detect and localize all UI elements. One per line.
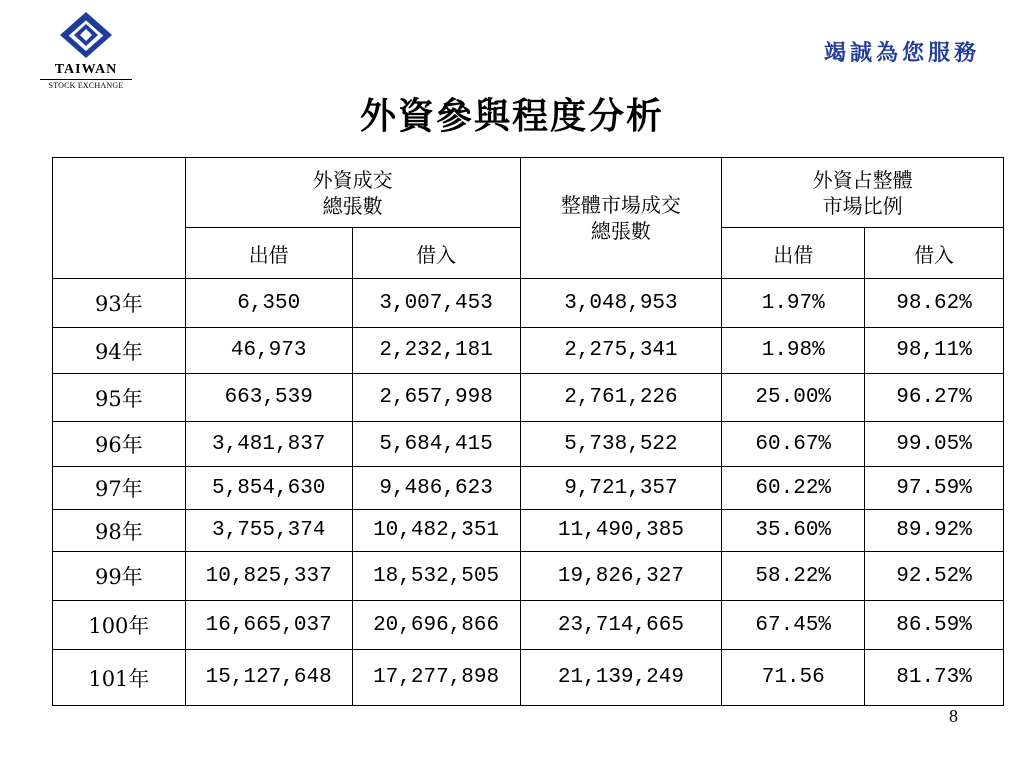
header-market-volume-line1: 整體市場成交 — [560, 193, 681, 217]
cell-market: 3,048,953 — [520, 279, 722, 328]
cell-borrow: 2,232,181 — [352, 328, 520, 374]
cell-borrow-pct: 81.73% — [865, 650, 1004, 706]
cell-lend-pct: 60.22% — [722, 467, 865, 510]
cell-lend-pct: 58.22% — [722, 552, 865, 601]
cell-lend: 3,481,837 — [185, 422, 352, 467]
cell-lend: 663,539 — [185, 374, 352, 422]
page-title: 外資參與程度分析 — [359, 95, 664, 137]
cell-market: 5,738,522 — [520, 422, 722, 467]
cell-borrow-pct: 92.52% — [865, 552, 1004, 601]
cell-borrow-pct: 86.59% — [865, 601, 1004, 650]
cell-borrow: 18,532,505 — [352, 552, 520, 601]
cell-year: 99年 — [53, 552, 186, 601]
cell-market: 23,714,665 — [520, 601, 722, 650]
cell-lend-pct: 35.60% — [722, 510, 865, 552]
cell-borrow: 5,684,415 — [352, 422, 520, 467]
table-row — [53, 552, 1004, 601]
table-row — [53, 601, 1004, 650]
cell-borrow: 2,657,998 — [352, 374, 520, 422]
table-row — [53, 422, 1004, 467]
cell-market: 2,761,226 — [520, 374, 722, 422]
table-row — [53, 650, 1004, 706]
cell-lend-pct: 25.00% — [722, 374, 865, 422]
cell-lend: 16,665,037 — [185, 601, 352, 650]
cell-borrow: 3,007,453 — [352, 279, 520, 328]
cell-borrow-pct: 98,11% — [865, 328, 1004, 374]
logo-name: TAIWAN — [54, 62, 118, 77]
cell-year: 93年 — [53, 279, 186, 328]
cell-lend: 10,825,337 — [185, 552, 352, 601]
cell-borrow-pct: 97.59% — [865, 467, 1004, 510]
header-foreign-share — [722, 158, 1004, 228]
header-market-volume-line2: 總張數 — [590, 219, 651, 243]
header-foreign-share-line1: 外資占整體 — [812, 167, 913, 192]
header-foreign-volume — [185, 158, 520, 228]
cell-lend-pct: 67.45% — [722, 601, 865, 650]
subheader-lend-pct: 出借 — [722, 228, 865, 279]
header-foreign-volume-line1: 外資成交 — [312, 167, 393, 192]
subheader-borrow-pct: 借入 — [865, 228, 1004, 279]
twse-logo — [40, 10, 132, 90]
cell-market: 19,826,327 — [520, 552, 722, 601]
table-row — [53, 279, 1004, 328]
subheader-borrow: 借入 — [352, 228, 520, 279]
table-row — [53, 510, 1004, 552]
cell-year: 97年 — [53, 467, 186, 510]
cell-lend: 6,350 — [185, 279, 352, 328]
header-foreign-volume-line2: 總張數 — [322, 193, 383, 218]
cell-market: 9,721,357 — [520, 467, 722, 510]
foreign-participation-table — [52, 157, 1004, 706]
cell-lend-pct: 1.98% — [722, 328, 865, 374]
cell-year: 101年 — [53, 650, 186, 706]
cell-market: 21,139,249 — [520, 650, 722, 706]
table-row — [53, 467, 1004, 510]
page-number: 8 — [949, 706, 958, 726]
subheader-lend: 出借 — [185, 228, 352, 279]
cell-borrow: 20,696,866 — [352, 601, 520, 650]
twse-logo-icon — [58, 10, 114, 60]
cell-borrow: 10,482,351 — [352, 510, 520, 552]
cell-borrow-pct: 99.05% — [865, 422, 1004, 467]
cell-lend-pct: 1.97% — [722, 279, 865, 328]
cell-market: 11,490,385 — [520, 510, 722, 552]
cell-lend-pct: 71.56 — [722, 650, 865, 706]
cell-lend-pct: 60.67% — [722, 422, 865, 467]
header-foreign-share-line2: 市場比例 — [822, 193, 903, 218]
cell-borrow-pct: 96.27% — [865, 374, 1004, 422]
cell-lend: 46,973 — [185, 328, 352, 374]
cell-borrow: 9,486,623 — [352, 467, 520, 510]
cell-borrow-pct: 98.62% — [865, 279, 1004, 328]
cell-year: 100年 — [53, 601, 186, 650]
cell-lend: 5,854,630 — [185, 467, 352, 510]
cell-market: 2,275,341 — [520, 328, 722, 374]
cell-year: 94年 — [53, 328, 186, 374]
cell-borrow: 17,277,898 — [352, 650, 520, 706]
cell-borrow-pct: 89.92% — [865, 510, 1004, 552]
cell-year: 96年 — [53, 422, 186, 467]
header-market-volume — [520, 158, 722, 279]
cell-lend: 3,755,374 — [185, 510, 352, 552]
table-row — [53, 328, 1004, 374]
slogan: 竭誠為您服務 — [823, 40, 980, 66]
table-header-row — [53, 158, 1004, 228]
header-empty-cell — [53, 158, 186, 279]
table-row — [53, 374, 1004, 422]
cell-lend: 15,127,648 — [185, 650, 352, 706]
logo-subtitle: STOCK EXCHANGE — [40, 79, 132, 90]
cell-year: 95年 — [53, 374, 186, 422]
cell-year: 98年 — [53, 510, 186, 552]
